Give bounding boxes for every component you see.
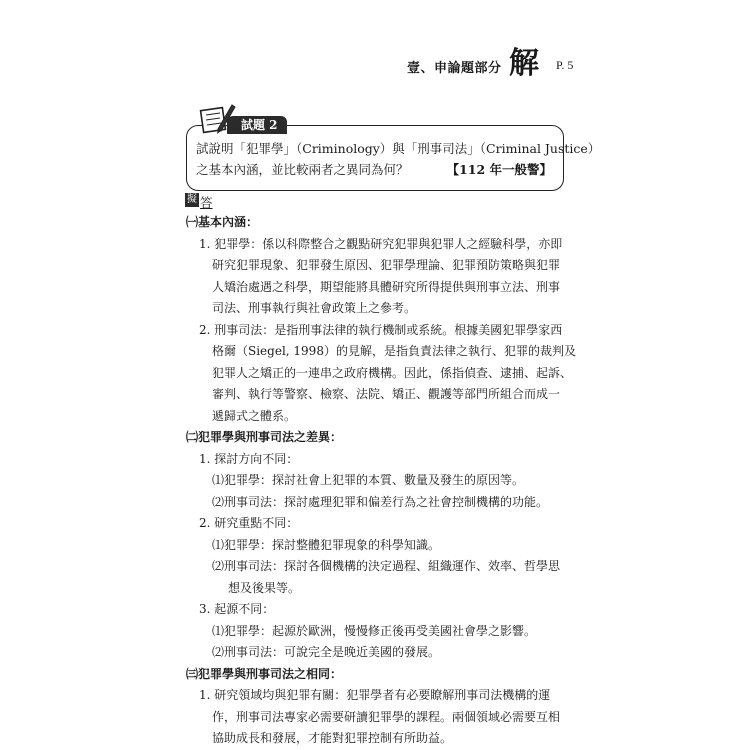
question-tab: 試題 2 bbox=[227, 116, 287, 134]
question-text: 之基本內涵，並比較兩者之異同為何？ bbox=[196, 162, 409, 177]
text-line: 想及後果等。 bbox=[228, 581, 301, 595]
text-line: 司法、刑事執行與社會政策上之參考。 bbox=[212, 301, 417, 315]
text-line: 協助成長和發展，才能對犯罪控制有所助益。 bbox=[212, 731, 453, 745]
question-line-2 bbox=[196, 160, 552, 178]
text-line: 研究犯罪現象、犯罪發生原因、犯罪學理論、犯罪預防策略與犯罪 bbox=[212, 258, 561, 272]
text-line: 遞歸式之體系。 bbox=[212, 409, 297, 423]
text-line: ⑴犯罪學：探討社會上犯罪的本質、數量及發生的原因等。 bbox=[212, 473, 525, 487]
text-line: ⑵刑事司法：探討處理犯罪和偏差行為之社會控制機構的功能。 bbox=[212, 495, 549, 509]
text-line: 2. 刑事司法：是指刑事法律的執行機制或系統。根據美國犯罪學家西 bbox=[199, 323, 563, 337]
text-line: ⑵刑事司法：探討各個機構的決定過程、組織運作、效率、哲學思 bbox=[212, 559, 561, 573]
question-line-1: 試說明「犯罪學」（Criminology）與「刑事司法」（Criminal Justice） bbox=[196, 141, 601, 156]
heading-similarities: ㈢犯罪學與刑事司法之相同： bbox=[186, 667, 343, 681]
answer-label: 答 bbox=[200, 195, 213, 210]
heading-basic-content: ㈠基本內涵： bbox=[186, 215, 259, 229]
text-line: ⑵刑事司法：可說完全是晚近美國的發展。 bbox=[212, 645, 441, 659]
text-line: 人矯治處遇之科學，期望能將具體研究所得提供與刑事立法、刑事 bbox=[212, 280, 561, 294]
text-line: ⑴犯罪學：起源於歐洲，慢慢修正後再受美國社會學之影響。 bbox=[212, 624, 537, 638]
chapter-char: 解 bbox=[509, 46, 539, 81]
text-line: 1. 犯罪學：係以科際整合之觀點研究犯罪與犯罪人之經驗科學，亦即 bbox=[199, 237, 563, 251]
text-line: 1. 研究領域均與犯罪有關：犯罪學者有必要瞭解刑事司法機構的運 bbox=[199, 688, 551, 702]
text-line: 1. 探討方向不同： bbox=[199, 452, 299, 466]
text-line: 3. 起源不同： bbox=[199, 602, 275, 616]
text-line: 作，刑事司法專家必需要研讀犯罪學的課程。兩個領域必需要互相 bbox=[212, 710, 561, 724]
section-title: 壹、申論題部分 bbox=[407, 61, 502, 76]
text-line: 2. 研究重點不同： bbox=[199, 516, 299, 530]
page-number: P. 5 bbox=[556, 58, 574, 72]
question-box bbox=[186, 125, 564, 191]
heading-differences: ㈡犯罪學與刑事司法之差異： bbox=[186, 430, 343, 444]
pencil-notebook-icon bbox=[198, 101, 236, 135]
question-source: 【112 年一般警】 bbox=[446, 162, 552, 177]
text-line: ⑴犯罪學：探討整體犯罪現象的科學知識。 bbox=[212, 538, 441, 552]
text-line: 格爾（Siegel, 1998）的見解，是指負責法律之執行、犯罪的裁判及 bbox=[212, 344, 576, 358]
answer-mark: 擬 bbox=[187, 194, 197, 205]
text-line: 犯罪人之矯正的一連串之政府機構。因此，係指偵查、逮捕、起訴、 bbox=[212, 366, 573, 380]
text-line: 審判、執行等警察、檢察、法院、矯正、觀護等部門所組合而成一 bbox=[212, 387, 561, 401]
